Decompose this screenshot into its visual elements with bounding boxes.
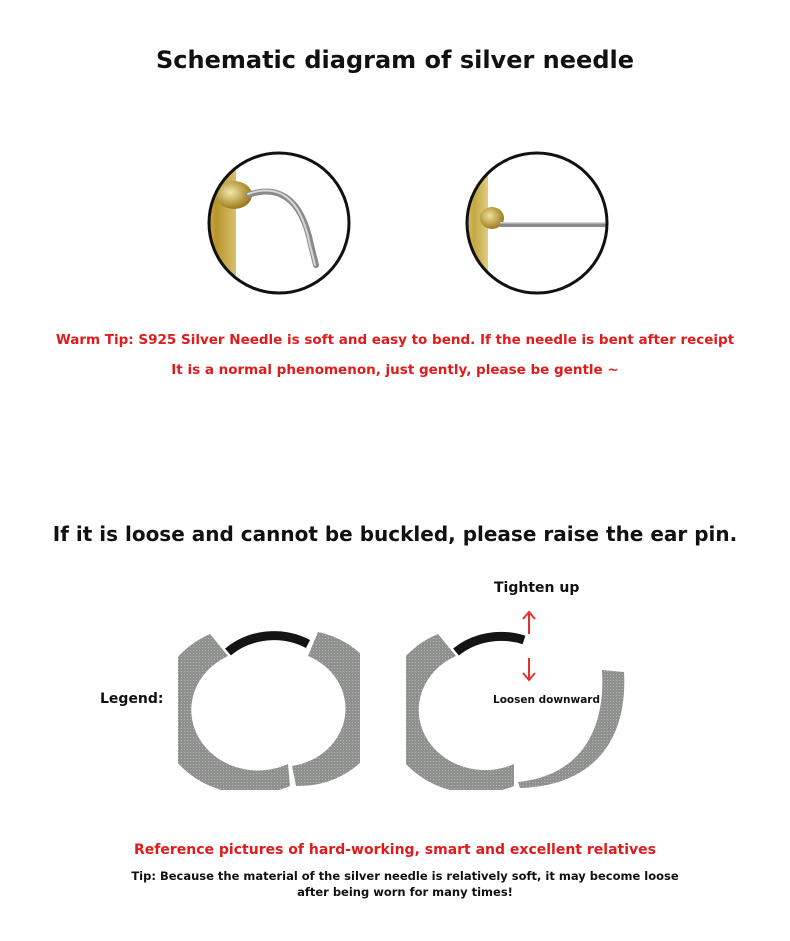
closed-earring-diagram: [178, 626, 360, 790]
section-title: If it is loose and cannot be buckled, please raise the ear pin.: [52, 522, 738, 546]
loosen-downward-label: Loosen downward: [493, 694, 601, 706]
page-title: Schematic diagram of silver needle: [156, 46, 634, 74]
warm-tip-line-2: It is a normal phenomenon, just gently, please be gentle ~: [171, 362, 619, 378]
warm-tip-line-1: Warm Tip: S925 Silver Needle is soft and easy to bend. If the needle is bent after receipt: [55, 332, 735, 348]
arrow-up-icon: [520, 610, 538, 636]
reference-text: Reference pictures of hard-working, smart and excellent relatives: [134, 842, 656, 858]
straight-needle-photo-icon: [454, 150, 620, 304]
bent-needle-photo-icon: [196, 150, 362, 304]
tighten-up-label: Tighten up: [494, 580, 580, 596]
arrow-down-icon: [520, 656, 538, 682]
open-earring-diagram: [406, 626, 636, 790]
tip-line-1: Tip: Because the material of the silver needle is relatively soft, it may become loose: [131, 869, 679, 883]
tip-line-2: after being worn for many times!: [297, 885, 513, 899]
legend-label: Legend:: [100, 691, 164, 707]
